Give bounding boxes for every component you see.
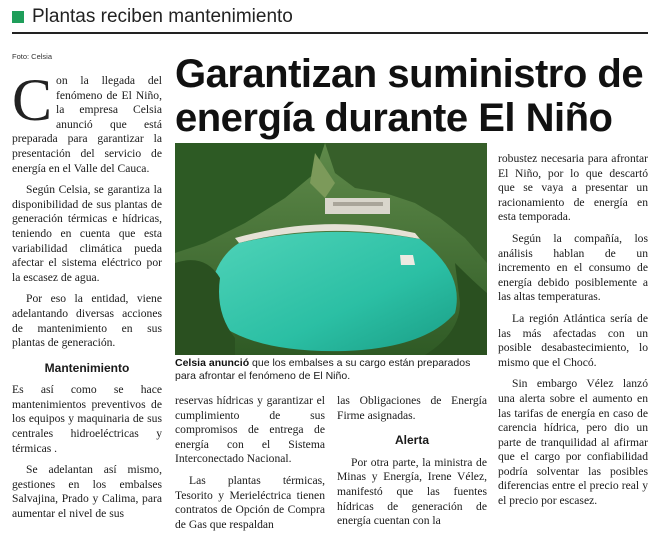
lead-paragraph — [12, 67, 162, 176]
photo-caption — [175, 357, 487, 383]
reservoir-illustration — [175, 143, 487, 355]
section-title: Plantas reciben mantenimiento — [32, 6, 293, 27]
column-3 — [498, 152, 648, 516]
column-1 — [12, 67, 162, 529]
drop-cap: C — [12, 67, 53, 133]
reservoir-photo — [175, 143, 487, 355]
caption-bold: Celsia anunció — [175, 357, 250, 369]
subhead-alerta: Alerta — [394, 433, 429, 448]
paragraph: Por eso la entidad, viene adelantando diversas acciones de mantenimiento en sus plantas de generación. — [12, 292, 162, 350]
headline: Garantizan suministro de energía durante El Niño — [175, 52, 644, 140]
column-2b — [337, 394, 487, 536]
paragraph: Las plantas térmicas, Tesorito y Merieléctrica tienen contratos de Opción de Compra de Gas que respaldan — [175, 473, 325, 531]
paragraph: Según Celsia, se garantiza la disponibilidad de sus plantas de generación térmicas e hídricas, teniendo en cuenta que esta variabilidad climática pueda afectar el sistema eléctrico por la escasez de agua. — [12, 183, 162, 284]
subhead-mantenimiento: Mantenimiento — [44, 360, 130, 375]
paragraph: Sin embargo Vélez lanzó una alerta sobre el aumento en las tarifas de energía en caso de carencia hídrica, pero dio un parte de tranquilidad al afirmar que el cargo por confiabilidad podría solventar las posibles diferencias entre el precio real y el precio por escasez. — [498, 377, 648, 508]
column-2 — [175, 394, 325, 539]
lead-paragraph-text: on la llegada del fenómeno de El Niño, la empresa Celsia anunció que está preparada para garantizar la presentación del servicio de energía en el Valle del Cauca. — [12, 74, 162, 175]
section-header — [12, 6, 648, 34]
paragraph: Según la compañía, los análisis hablan de un incremento en el consumo de energía debido posiblemente a las altas temperaturas. — [498, 231, 648, 304]
paragraph: La región Atlántica sería de las más afectadas con un posible desabastecimiento, lo mismo que el Chocó. — [498, 311, 648, 369]
paragraph: robustez necesaria para afrontar El Niño, por lo que descartó que se vaya a presentar un racionamiento de energía en esta temporada. — [498, 152, 648, 224]
paragraph: Por otra parte, la ministra de Minas y Energía, Irene Vélez, manifestó que las fuentes hídricas de generación de energía cuentan con la — [337, 455, 487, 528]
paragraph: las Obligaciones de Energía Firme asignadas. — [337, 394, 487, 422]
paragraph: Se adelantan así mismo, gestiones en los embalses Salvajina, Prado y Calima, para aumentar el nivel de sus — [12, 463, 162, 521]
photo-credit: Foto: Celsia — [12, 52, 53, 61]
paragraph: reservas hídricas y garantizar el cumplimiento de sus compromisos de entrega de energía con el Sistema Interconectado Nacional. — [175, 394, 325, 466]
section-accent-square — [12, 11, 24, 23]
paragraph: Es así como se hace mantenimientos preventivos de los equipos y maquinaria de sus centrales hidroeléctricas y térmicas . — [12, 383, 162, 455]
caption-text: que los embalses a su cargo están preparados para afrontar el fenómeno de El Niño. — [175, 357, 471, 382]
